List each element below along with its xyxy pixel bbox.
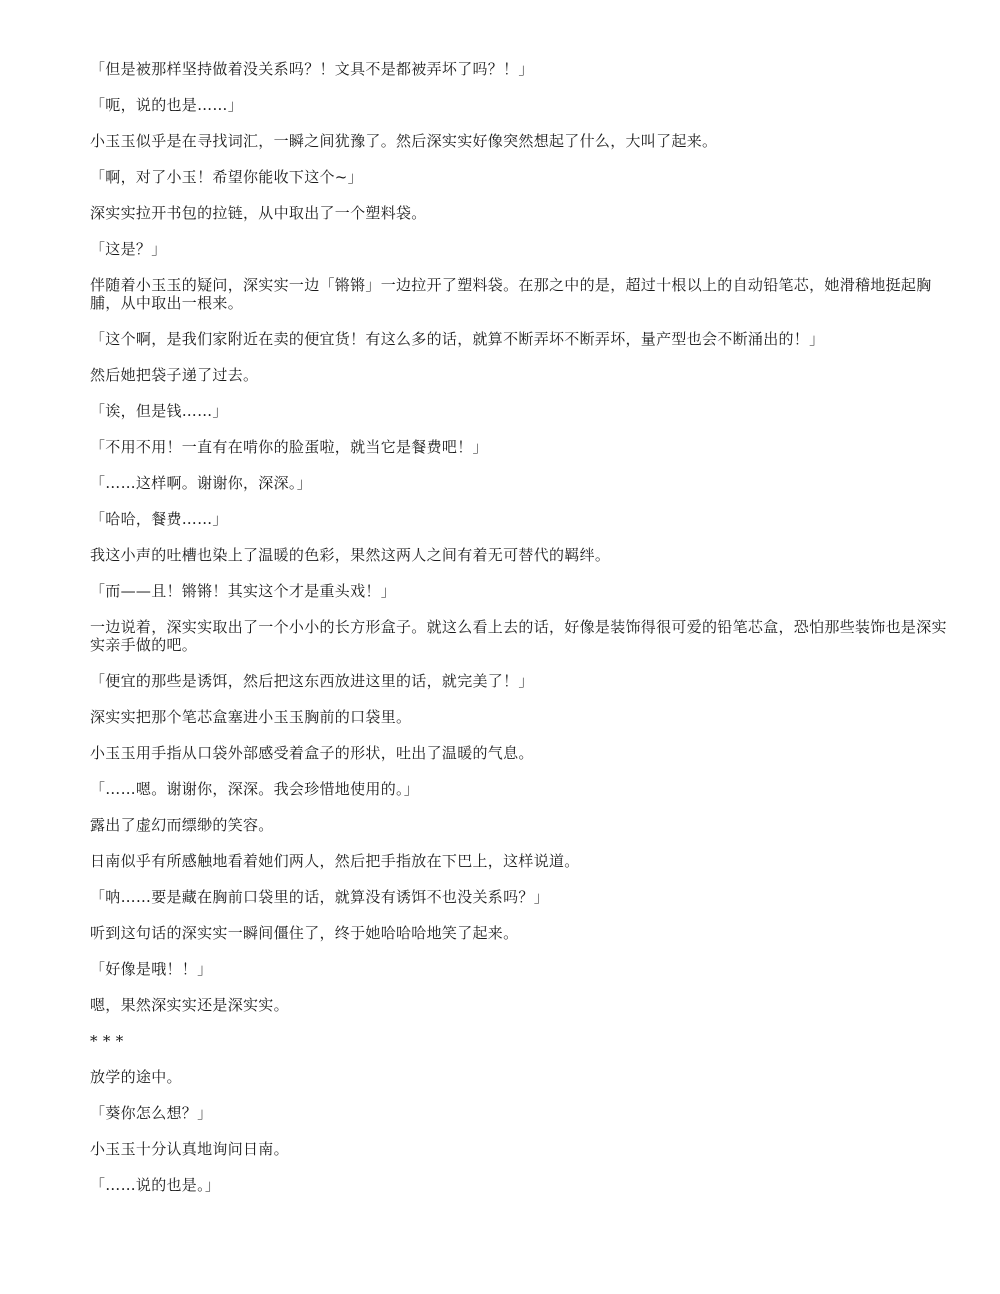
paragraph: 深实实把那个笔芯盒塞进小玉玉胸前的口袋里。 <box>90 708 412 726</box>
paragraph: 「葵你怎么想？」 <box>90 1104 213 1122</box>
paragraph: 放学的途中。 <box>90 1068 182 1086</box>
paragraph: 「呐……要是藏在胸前口袋里的话，就算没有诱饵不也没关系吗？」 <box>90 888 550 906</box>
paragraph: 「哈哈，餐费……」 <box>90 510 228 528</box>
paragraph: 我这小声的吐槽也染上了温暖的色彩，果然这两人之间有着无可替代的羁绊。 <box>90 546 611 564</box>
paragraph: 深实实拉开书包的拉链，从中取出了一个塑料袋。 <box>90 204 427 222</box>
paragraph: 嗯，果然深实实还是深实实。 <box>90 996 289 1014</box>
paragraph: 日南似乎有所感触地看着她们两人，然后把手指放在下巴上，这样说道。 <box>90 852 580 870</box>
scene-break: * * * <box>90 1032 124 1050</box>
paragraph: 「这是？」 <box>90 240 167 258</box>
paragraph: 「好像是哦！！」 <box>90 960 213 978</box>
paragraph: 一边说着，深实实取出了一个小小的长方形盒子。就这么看上去的话，好像是装饰得很可爱的铅笔芯盒，恐怕那些装饰也是深实实亲手做的吧。 <box>90 618 947 654</box>
paragraph: 露出了虚幻而缥缈的笑容。 <box>90 816 274 834</box>
paragraph: 「而——且！锵锵！其实这个才是重头戏！」 <box>90 582 397 600</box>
paragraph: 「呃，说的也是……」 <box>90 96 244 114</box>
paragraph: 「不用不用！一直有在啃你的脸蛋啦，就当它是餐费吧！」 <box>90 438 488 456</box>
paragraph: 小玉玉十分认真地询问日南。 <box>90 1140 289 1158</box>
paragraph: 「但是被那样坚持做着没关系吗？！文具不是都被弄坏了吗？！」 <box>90 60 534 78</box>
document-page <box>90 60 950 1212</box>
paragraph: 「……这样啊。谢谢你，深深。」 <box>90 474 313 492</box>
paragraph: 「……嗯。谢谢你，深深。我会珍惜地使用的。」 <box>90 780 420 798</box>
paragraph: 小玉玉似乎是在寻找词汇，一瞬之间犹豫了。然后深实实好像突然想起了什么，大叫了起来。 <box>90 132 718 150</box>
paragraph: 「啊，对了小玉！希望你能收下这个~」 <box>90 168 363 186</box>
paragraph: 「诶，但是钱……」 <box>90 402 228 420</box>
paragraph: 伴随着小玉玉的疑问，深实实一边「锵锵」一边拉开了塑料袋。在那之中的是，超过十根以上的自动铅笔芯，她滑稽地挺起胸脯，从中取出一根来。 <box>90 276 932 312</box>
paragraph: 然后她把袋子递了过去。 <box>90 366 259 384</box>
paragraph: 「便宜的那些是诱饵，然后把这东西放进这里的话，就完美了！」 <box>90 672 534 690</box>
paragraph: 「这个啊，是我们家附近在卖的便宜货！有这么多的话，就算不断弄坏不断弄坏，量产型也会不断涌出的！」 <box>90 330 825 348</box>
paragraph: 小玉玉用手指从口袋外部感受着盒子的形状，吐出了温暖的气息。 <box>90 744 534 762</box>
paragraph: 听到这句话的深实实一瞬间僵住了，终于她哈哈哈地笑了起来。 <box>90 924 519 942</box>
paragraph: 「……说的也是。」 <box>90 1176 221 1194</box>
